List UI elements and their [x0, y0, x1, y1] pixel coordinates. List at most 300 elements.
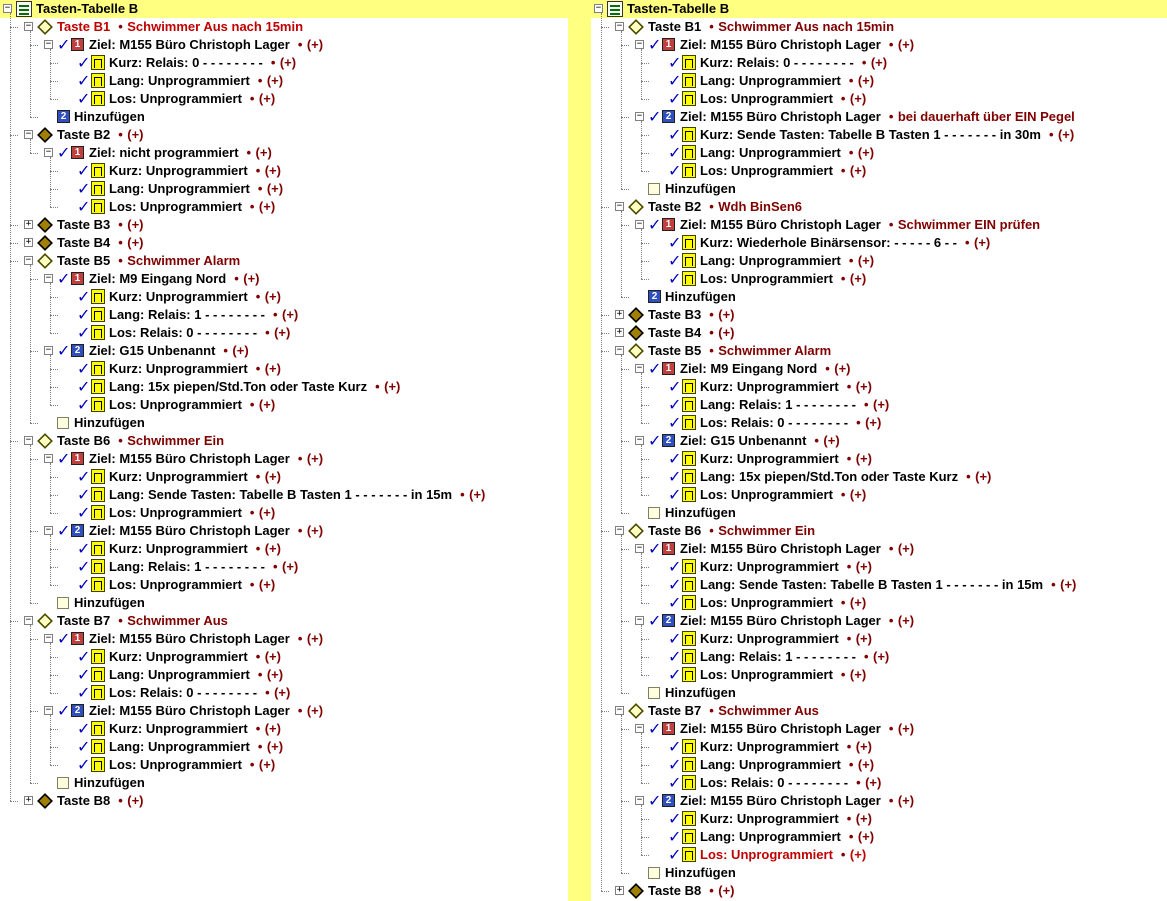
action-row[interactable]: [0, 198, 568, 216]
add-row[interactable]: [0, 414, 568, 432]
expand-icon[interactable]: +: [25, 795, 32, 805]
pulse-icon: [91, 181, 105, 196]
tree-connector: [50, 657, 58, 658]
add-icon: [57, 417, 69, 429]
action-row[interactable]: [591, 828, 1167, 846]
action-row[interactable]: [0, 306, 568, 324]
taste-row[interactable]: [0, 216, 568, 234]
taste-diamond-icon: [628, 523, 644, 539]
taste-row[interactable]: [591, 306, 1167, 324]
tree-connector: [641, 585, 649, 586]
bullet-separator: •: [864, 397, 869, 412]
tree-connector: [641, 733, 642, 783]
check-icon: ✓: [77, 485, 91, 504]
tree-connector: [30, 783, 38, 784]
suffix-label: (+): [855, 379, 872, 394]
action-row[interactable]: [0, 738, 568, 756]
act-label: Kurz: Unprogrammiert: [700, 739, 839, 754]
tree-connector: [641, 459, 649, 460]
right-tree-panel: [591, 0, 1167, 901]
ziel-row[interactable]: [591, 360, 1167, 378]
bullet-separator: •: [848, 73, 854, 88]
act-label: Kurz: Unprogrammiert: [109, 541, 248, 556]
tree-connector: [30, 139, 31, 153]
suffix-label: (+): [274, 685, 291, 700]
taste-row[interactable]: [591, 18, 1167, 36]
bullet-separator: •: [118, 793, 123, 808]
act-label: Los: Unprogrammiert: [700, 163, 833, 178]
ziel-row[interactable]: [591, 108, 1167, 126]
suffix-label: bei dauerhaft über EIN Pegel: [897, 109, 1075, 124]
bullet-separator: •: [265, 685, 270, 700]
suffix-label: (+): [718, 307, 735, 322]
taste-row[interactable]: [591, 324, 1167, 342]
act-label: Kurz: Unprogrammiert: [700, 631, 839, 646]
add-row[interactable]: [591, 288, 1167, 306]
taste-diamond-icon: [37, 217, 53, 233]
taste-label: Taste B6: [57, 433, 111, 448]
tree-connector: [641, 99, 649, 100]
action-row[interactable]: [591, 558, 1167, 576]
action-row[interactable]: [0, 720, 568, 738]
tree-connector: [50, 765, 58, 766]
suffix-label: (+): [855, 739, 872, 754]
act-label: Los: Unprogrammiert: [109, 505, 242, 520]
check-icon: ✓: [77, 323, 91, 342]
ziel-row[interactable]: [0, 522, 568, 540]
pulse-icon: [91, 667, 105, 682]
expand-icon[interactable]: +: [616, 327, 623, 337]
action-row[interactable]: [591, 252, 1167, 270]
collapse-icon[interactable]: −: [616, 345, 623, 355]
act-label: Kurz: Unprogrammiert: [109, 361, 248, 376]
taste-row[interactable]: [0, 18, 568, 36]
act-label: Kurz: Unprogrammiert: [700, 811, 839, 826]
check-icon: ✓: [668, 251, 682, 270]
ziel-label: Ziel: M155 Büro Christoph Lager: [680, 613, 881, 628]
expand-icon[interactable]: +: [25, 219, 32, 229]
action-row[interactable]: [0, 648, 568, 666]
tree-connector: [621, 31, 622, 189]
bullet-separator: •: [840, 271, 846, 286]
collapse-icon[interactable]: −: [45, 633, 52, 643]
suffix-label: (+): [282, 307, 299, 322]
taste-row[interactable]: [591, 522, 1167, 540]
act-label: Los: Unprogrammiert: [700, 91, 833, 106]
suffix-label: Schwimmer Aus: [127, 613, 228, 628]
ziel-row[interactable]: [591, 792, 1167, 810]
taste-label: Taste B7: [648, 703, 702, 718]
target-number-icon: 2: [71, 524, 84, 537]
action-row[interactable]: [0, 504, 568, 522]
check-icon: ✓: [648, 215, 662, 234]
ziel-row[interactable]: [591, 432, 1167, 450]
action-row[interactable]: [591, 756, 1167, 774]
bullet-separator: •: [460, 487, 465, 502]
collapse-icon[interactable]: −: [25, 255, 32, 265]
action-row[interactable]: [0, 666, 568, 684]
collapse-icon[interactable]: −: [25, 615, 32, 625]
act-label: Los: Unprogrammiert: [109, 757, 242, 772]
action-row[interactable]: [591, 810, 1167, 828]
act-label: Lang: Relais: 1 - - - - - - - -: [109, 559, 265, 574]
tree-connector: [641, 553, 642, 603]
action-row[interactable]: [591, 486, 1167, 504]
action-row[interactable]: [0, 72, 568, 90]
bullet-separator: •: [249, 757, 255, 772]
bullet-separator: •: [265, 325, 270, 340]
collapse-icon[interactable]: −: [25, 435, 32, 445]
bullet-separator: •: [861, 55, 867, 70]
suffix-label: (+): [266, 181, 284, 196]
action-row[interactable]: [591, 144, 1167, 162]
check-icon: ✓: [57, 341, 71, 360]
action-row[interactable]: [0, 360, 568, 378]
action-row[interactable]: [591, 666, 1167, 684]
tree-connector: [641, 423, 649, 424]
collapse-icon[interactable]: −: [595, 3, 602, 13]
ziel-row[interactable]: [0, 702, 568, 720]
collapse-icon[interactable]: −: [636, 543, 643, 553]
suffix-label: (+): [264, 289, 281, 304]
action-row[interactable]: [0, 540, 568, 558]
pulse-icon: [91, 289, 105, 304]
suffix-label: (+): [865, 775, 882, 790]
action-row[interactable]: [591, 126, 1167, 144]
taste-row[interactable]: [591, 342, 1167, 360]
suffix-label: (+): [266, 73, 284, 88]
bullet-separator: •: [814, 433, 819, 448]
check-icon: ✓: [668, 665, 682, 684]
action-row[interactable]: [591, 54, 1167, 72]
action-row[interactable]: [591, 594, 1167, 612]
act-label: Kurz: Unprogrammiert: [700, 559, 839, 574]
bullet-separator: •: [846, 739, 852, 754]
action-row[interactable]: [0, 396, 568, 414]
tree-connector: [50, 283, 51, 333]
ziel-row[interactable]: [591, 216, 1167, 234]
tree-connector: [641, 261, 649, 262]
expand-icon[interactable]: +: [616, 885, 623, 895]
bullet-separator: •: [709, 523, 714, 538]
bullet-separator: •: [255, 649, 261, 664]
taste-diamond-icon: [37, 793, 53, 809]
bullet-separator: •: [249, 91, 255, 106]
taste-row[interactable]: [0, 126, 568, 144]
suffix-label: (+): [897, 613, 915, 628]
suffix-label: (+): [266, 667, 284, 682]
collapse-icon[interactable]: −: [25, 21, 32, 31]
pulse-icon: [682, 253, 696, 268]
suffix-label: (+): [127, 793, 144, 808]
suffix-label: (+): [1057, 127, 1075, 142]
add-row[interactable]: [591, 864, 1167, 882]
check-icon: ✓: [77, 467, 91, 486]
splitter[interactable]: [568, 0, 591, 901]
collapse-icon[interactable]: −: [636, 111, 643, 121]
tree-connector: [30, 31, 31, 117]
table-label: Tasten-Tabelle B: [627, 1, 730, 16]
tree-connector: [621, 513, 629, 514]
suffix-label: (+): [834, 361, 851, 376]
action-row[interactable]: [0, 54, 568, 72]
pulse-icon: [682, 163, 696, 178]
taste-row[interactable]: [0, 252, 568, 270]
bullet-separator: •: [846, 559, 852, 574]
bullet-separator: •: [840, 163, 846, 178]
tree-connector: [10, 27, 18, 28]
action-row[interactable]: [591, 396, 1167, 414]
collapse-icon[interactable]: −: [616, 705, 623, 715]
add-icon: [648, 687, 660, 699]
check-icon: ✓: [668, 53, 682, 72]
check-icon: ✓: [648, 791, 662, 810]
tree-connector: [50, 463, 51, 513]
taste-row[interactable]: [0, 234, 568, 252]
collapse-icon[interactable]: −: [636, 219, 643, 229]
taste-label: Taste B7: [57, 613, 111, 628]
tree-connector: [601, 351, 609, 352]
expand-icon[interactable]: +: [616, 309, 623, 319]
collapse-icon[interactable]: −: [616, 201, 623, 211]
taste-diamond-icon: [628, 199, 644, 215]
pulse-icon: [682, 559, 696, 574]
collapse-icon[interactable]: −: [25, 129, 32, 139]
action-row[interactable]: [0, 90, 568, 108]
taste-row[interactable]: [591, 882, 1167, 900]
taste-row[interactable]: [0, 792, 568, 810]
collapse-icon[interactable]: −: [616, 21, 623, 31]
action-row[interactable]: [0, 288, 568, 306]
bullet-separator: •: [965, 235, 970, 250]
collapse-icon[interactable]: −: [45, 525, 52, 535]
pulse-icon: [682, 379, 696, 394]
pulse-icon: [682, 631, 696, 646]
act-label: Los: Unprogrammiert: [700, 595, 833, 610]
add-row[interactable]: [591, 684, 1167, 702]
bullet-separator: •: [888, 541, 894, 556]
taste-diamond-icon: [628, 883, 644, 899]
action-row[interactable]: [591, 630, 1167, 648]
action-row[interactable]: [591, 378, 1167, 396]
action-row[interactable]: [591, 648, 1167, 666]
action-row[interactable]: [591, 162, 1167, 180]
check-icon: ✓: [668, 737, 682, 756]
check-icon: ✓: [668, 449, 682, 468]
action-row[interactable]: [591, 738, 1167, 756]
action-row[interactable]: [591, 576, 1167, 594]
pulse-icon: [91, 307, 105, 322]
pulse-icon: [91, 559, 105, 574]
bullet-separator: •: [888, 793, 894, 808]
collapse-icon[interactable]: −: [636, 723, 643, 733]
taste-row[interactable]: [0, 432, 568, 450]
act-label: Lang: Unprogrammiert: [700, 253, 841, 268]
suffix-label: (+): [127, 127, 144, 142]
taste-label: Taste B8: [57, 793, 111, 808]
suffix-label: (+): [897, 721, 915, 736]
suffix-label: (+): [855, 451, 872, 466]
ziel-row[interactable]: [591, 720, 1167, 738]
collapse-icon[interactable]: −: [636, 39, 643, 49]
table-row[interactable]: [591, 0, 1167, 18]
bullet-separator: •: [257, 73, 263, 88]
tree-connector: [50, 477, 58, 478]
tree-connector: [621, 801, 629, 802]
table-row[interactable]: [0, 0, 568, 18]
ziel-label: Ziel: M155 Büro Christoph Lager: [89, 703, 290, 718]
pulse-icon: [682, 415, 696, 430]
action-row[interactable]: [591, 774, 1167, 792]
ziel-row[interactable]: [591, 540, 1167, 558]
taste-label: Taste B4: [648, 325, 702, 340]
suffix-label: (+): [849, 163, 867, 178]
action-row[interactable]: [591, 414, 1167, 432]
suffix-label: (+): [718, 325, 735, 340]
tree-connector: [30, 117, 38, 118]
pulse-icon: [91, 73, 105, 88]
check-icon: ✓: [77, 539, 91, 558]
target-number-icon: 1: [662, 218, 675, 231]
action-row[interactable]: [0, 684, 568, 702]
act-label: Kurz: Wiederhole Binärsensor: - - - - - 6 - -: [700, 235, 958, 250]
tree-connector: [10, 13, 11, 801]
collapse-icon[interactable]: −: [4, 3, 11, 13]
taste-label: Taste B2: [648, 199, 702, 214]
collapse-icon[interactable]: −: [45, 273, 52, 283]
ziel-row[interactable]: [0, 630, 568, 648]
table-icon: [607, 1, 623, 17]
bullet-separator: •: [864, 649, 869, 664]
action-row[interactable]: [0, 576, 568, 594]
check-icon: ✓: [77, 359, 91, 378]
ziel-row[interactable]: [0, 36, 568, 54]
bullet-separator: •: [223, 343, 228, 358]
suffix-label: (+): [855, 811, 872, 826]
target-number-icon: 1: [71, 272, 84, 285]
action-row[interactable]: [591, 846, 1167, 864]
collapse-icon[interactable]: −: [45, 39, 52, 49]
suffix-label: (+): [857, 757, 875, 772]
tree-connector: [641, 639, 649, 640]
bullet-separator: •: [840, 91, 846, 106]
action-row[interactable]: [591, 72, 1167, 90]
check-icon: ✓: [668, 557, 682, 576]
taste-row[interactable]: [0, 612, 568, 630]
action-row[interactable]: [591, 90, 1167, 108]
act-label: Los: Unprogrammiert: [109, 577, 242, 592]
suffix-label: (+): [306, 37, 324, 52]
collapse-icon[interactable]: −: [45, 453, 52, 463]
check-icon: ✓: [668, 89, 682, 108]
tree-connector: [641, 675, 649, 676]
action-row[interactable]: [591, 450, 1167, 468]
action-row[interactable]: [0, 558, 568, 576]
bullet-separator: •: [848, 829, 854, 844]
action-row[interactable]: [0, 486, 568, 504]
tree-connector: [641, 405, 649, 406]
check-icon: ✓: [77, 719, 91, 738]
action-row[interactable]: [0, 756, 568, 774]
collapse-icon[interactable]: −: [45, 345, 52, 355]
tree-connector: [601, 531, 609, 532]
taste-row[interactable]: [591, 702, 1167, 720]
action-row[interactable]: [0, 180, 568, 198]
collapse-icon[interactable]: −: [616, 525, 623, 535]
ziel-row[interactable]: [591, 36, 1167, 54]
tree-connector: [50, 81, 58, 82]
action-row[interactable]: [0, 378, 568, 396]
tree-connector: [30, 45, 38, 46]
suffix-label: (+): [897, 541, 915, 556]
taste-label: Taste B2: [57, 127, 111, 142]
add-row[interactable]: [591, 180, 1167, 198]
suffix-label: (+): [1060, 577, 1077, 592]
taste-row[interactable]: [591, 198, 1167, 216]
collapse-icon[interactable]: −: [45, 147, 52, 157]
tree-connector: [601, 711, 609, 712]
taste-label: Taste B3: [648, 307, 702, 322]
suffix-label: (+): [264, 541, 281, 556]
bullet-separator: •: [257, 181, 263, 196]
suffix-label: (+): [127, 217, 144, 232]
taste-label: Taste B5: [57, 253, 111, 268]
collapse-icon[interactable]: −: [636, 363, 643, 373]
add-row[interactable]: [591, 504, 1167, 522]
ziel-row[interactable]: [0, 270, 568, 288]
action-row[interactable]: [591, 270, 1167, 288]
suffix-label: (+): [274, 325, 291, 340]
check-icon: ✓: [77, 503, 91, 522]
tree-connector: [50, 333, 58, 334]
tree-connector: [50, 369, 58, 370]
ziel-row[interactable]: [0, 144, 568, 162]
bullet-separator: •: [297, 523, 303, 538]
action-row[interactable]: [0, 324, 568, 342]
bullet-separator: •: [118, 613, 123, 628]
act-label: Los: Unprogrammiert: [700, 487, 833, 502]
bullet-separator: •: [118, 253, 123, 268]
target-number-icon: 1: [71, 38, 84, 51]
collapse-icon[interactable]: −: [636, 435, 643, 445]
tree-connector: [621, 225, 629, 226]
tree-connector: [641, 49, 642, 99]
check-icon: ✓: [77, 53, 91, 72]
action-row[interactable]: [591, 468, 1167, 486]
ziel-row[interactable]: [0, 342, 568, 360]
check-icon: ✓: [668, 125, 682, 144]
suffix-label: (+): [258, 577, 276, 592]
action-row[interactable]: [591, 234, 1167, 252]
ziel-row[interactable]: [0, 450, 568, 468]
action-row[interactable]: [0, 468, 568, 486]
collapse-icon[interactable]: −: [45, 705, 52, 715]
tree-connector: [621, 549, 629, 550]
collapse-icon[interactable]: −: [636, 615, 643, 625]
action-row[interactable]: [0, 162, 568, 180]
collapse-icon[interactable]: −: [636, 795, 643, 805]
bullet-separator: •: [118, 127, 123, 142]
add-row[interactable]: [0, 594, 568, 612]
add-row[interactable]: [0, 108, 568, 126]
tree-connector: [50, 585, 58, 586]
add-row[interactable]: [0, 774, 568, 792]
act-label: Lang: Relais: 1 - - - - - - - -: [700, 397, 856, 412]
expand-icon[interactable]: +: [25, 237, 32, 247]
ziel-row[interactable]: [591, 612, 1167, 630]
add-label: Hinzufügen: [665, 685, 736, 700]
suffix-label: (+): [258, 397, 276, 412]
